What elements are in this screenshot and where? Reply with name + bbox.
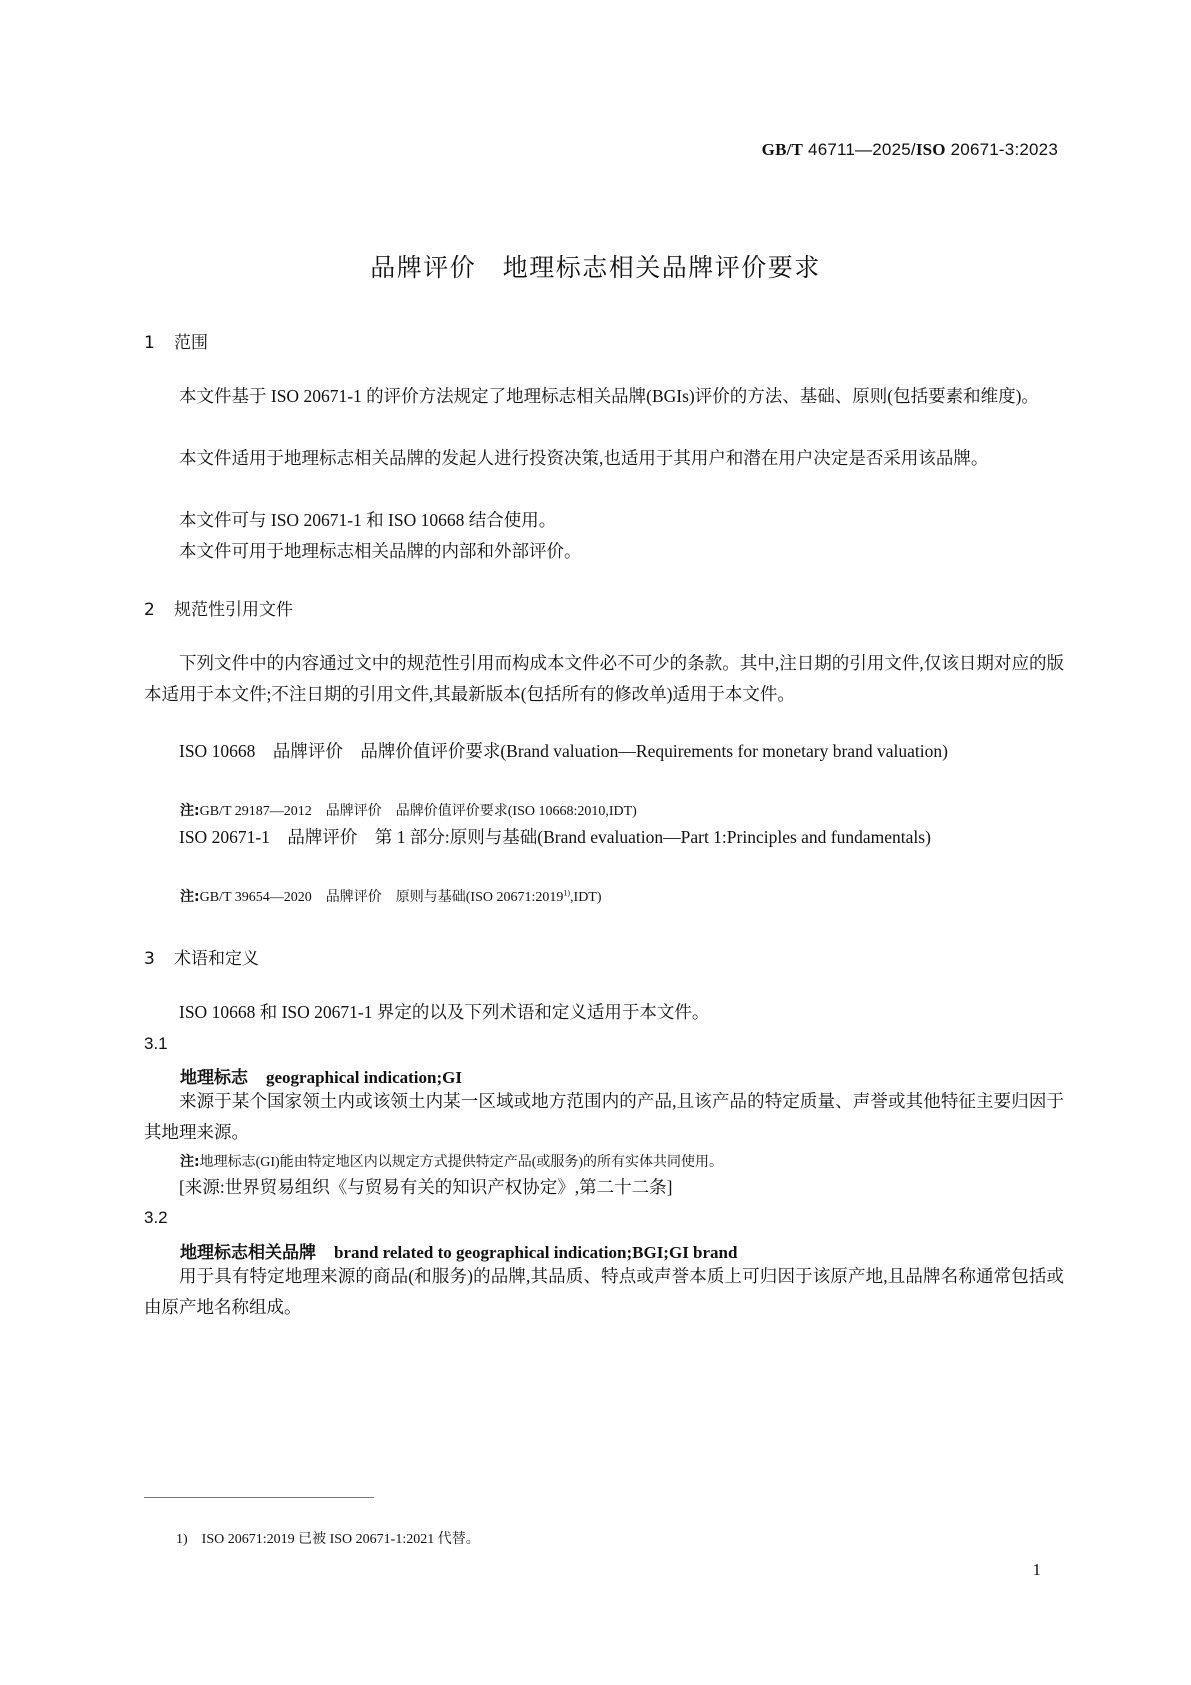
note [180, 1151, 1060, 1171]
footnote-divider [144, 1497, 374, 1498]
term-entry [180, 1063, 462, 1088]
reference-item: ISO 10668 品牌评价 品牌价值评价要求(Brand valuation—Requirements for monetary brand valuation) [179, 741, 948, 761]
note-text: GB/T 39654—2020 品牌评价 原则与基础(ISO 20671:2019 [199, 890, 564, 905]
source-citation: [来源:世界贸易组织《与贸易有关的知识产权协定》,第二十二条] [179, 1177, 673, 1197]
paragraph: 本文件适用于地理标志相关品牌的发起人进行投资决策,也适用于其用户和潜在用户决定是否采用该品牌。 [179, 448, 989, 468]
footnote: 1) ISO 20671:2019 已被 ISO 20671-1:2021 代替。 [176, 1532, 480, 1547]
section-2-heading [144, 595, 293, 620]
section-number: 2 [144, 600, 155, 620]
std-number: 46711—2025/ [808, 140, 916, 159]
iso-prefix: ISO [915, 140, 946, 159]
note-text: ,IDT) [570, 890, 602, 905]
section-3-heading [144, 944, 259, 969]
note-text: 地理标志(GI)能由特定地区内以规定方式提供特定产品(或服务)的所有实体共同使用。 [199, 1155, 724, 1170]
page-number: 1 [1032, 1560, 1041, 1579]
paragraph: 本文件可用于地理标志相关品牌的内部和外部评价。 [179, 541, 582, 561]
note-label: 注: [180, 803, 200, 819]
note-label: 注: [180, 889, 200, 905]
std-prefix: GB/T [761, 140, 804, 159]
paragraph: 本文件可与 ISO 20671-1 和 ISO 10668 结合使用。 [179, 510, 557, 530]
paragraph: 本文件基于 ISO 20671-1 的评价方法规定了地理标志相关品牌(BGIs)评价的方法、基础、原则(包括要素和维度)。 [179, 386, 1039, 406]
paragraph: ISO 10668 和 ISO 20671-1 界定的以及下列术语和定义适用于本文件。 [179, 1002, 710, 1022]
definition: 来源于某个国家领土内或该领土内某一区域或地方范围内的产品,且该产品的特定质量、声誉或其他特征主要归因于其地理来源。 [144, 1091, 1064, 1142]
term-zh: 地理标志相关品牌 [180, 1243, 316, 1263]
section-number: 1 [144, 333, 155, 353]
term-number: 3.1 [144, 1034, 168, 1053]
section-title: 规范性引用文件 [174, 600, 293, 620]
term-en: brand related to geographical indication;BGI;GI brand [334, 1243, 738, 1262]
paragraph: 下列文件中的内容通过文中的规范性引用而构成本文件必不可少的条款。其中,注日期的引用文件,仅该日期对应的版本适用于本文件;不注日期的引用文件,其最新版本(包括所有的修改单)适用于本文件。 [144, 653, 1064, 704]
note-label: 注: [180, 1154, 200, 1170]
note [180, 886, 1060, 906]
standard-code [762, 140, 1058, 160]
term-number: 3.2 [144, 1208, 168, 1227]
reference-item: ISO 20671-1 品牌评价 第 1 部分:原则与基础(Brand evaluation—Part 1:Principles and fundamentals) [179, 827, 931, 847]
section-title: 范围 [174, 333, 208, 353]
section-number: 3 [144, 949, 155, 969]
page-title: 品牌评价 地理标志相关品牌评价要求 [370, 253, 821, 282]
footnote-ref: 1) [563, 888, 571, 898]
term-en: geographical indication;GI [266, 1068, 462, 1087]
term-entry [180, 1238, 737, 1263]
note-text: GB/T 29187—2012 品牌评价 品牌价值评价要求(ISO 10668:2010,IDT) [199, 804, 637, 819]
section-1-heading [144, 328, 208, 353]
term-zh: 地理标志 [180, 1068, 248, 1088]
section-title: 术语和定义 [174, 949, 259, 969]
iso-number: 20671-3:2023 [950, 140, 1058, 159]
note [180, 800, 1060, 820]
definition: 用于具有特定地理来源的商品(和服务)的品牌,其品质、特点或声誉本质上可归因于该原产地,且品牌名称通常包括或由原产地名称组成。 [144, 1266, 1064, 1317]
